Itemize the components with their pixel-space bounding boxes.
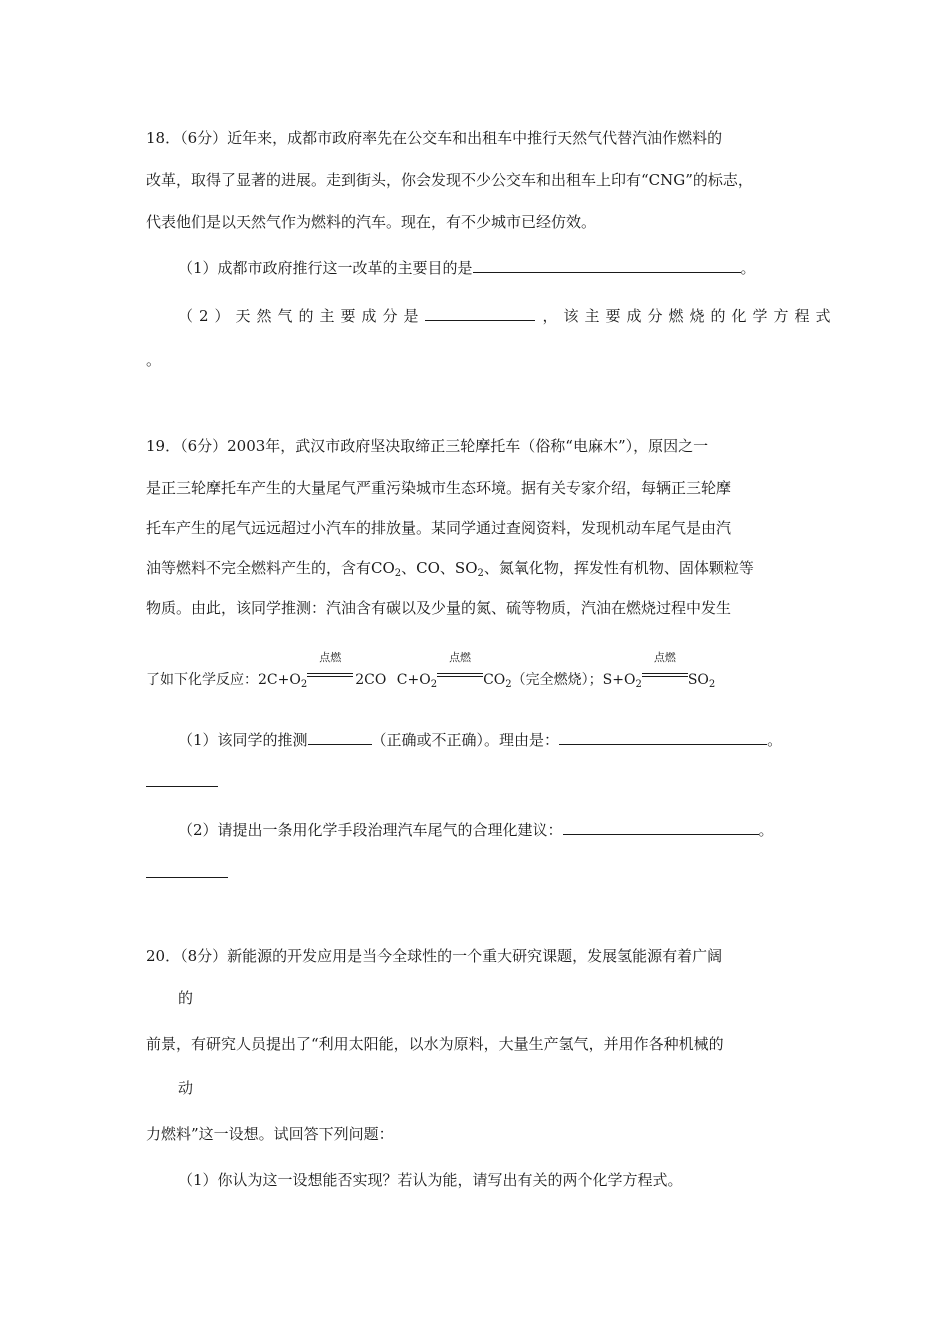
equals-bars (437, 673, 483, 677)
q19-reactions (146, 651, 716, 690)
reaction2-reactants: C+O (396, 672, 431, 688)
reaction3-condition-arrow (642, 651, 688, 684)
reaction2-note: （完全燃烧）； (511, 672, 603, 688)
q19-part1-text: （1）该同学的推测 (178, 731, 308, 749)
q20-line-3: 前景，有研究人员提出了“利用太阳能，以水为原料，大量生产氢气，并用作各种机械的 (146, 1035, 724, 1053)
subscript-2: 2 (394, 568, 402, 579)
q19-part1-end: 。 (767, 731, 783, 749)
q19-part1-mid: （正确或不正确）。理由是： (371, 731, 560, 749)
q19-line-4c: 、氮氧化物，挥发性有机物、固体颗粒等 (483, 559, 754, 577)
q19-part2-continuation-blank[interactable] (146, 877, 228, 878)
q19-part1-reason-blank[interactable] (559, 730, 767, 745)
q19-line-1: 19．（6分）2003年，武汉市政府坚决取缔正三轮摩托车（俗称“电麻木”），原因之一 (146, 437, 709, 455)
reaction2-products: CO (483, 672, 506, 688)
reaction1-reactants: 2C+O (258, 672, 301, 688)
q20-line-5: 力燃料”这一设想。试回答下列问题： (146, 1125, 394, 1143)
q19-line-4a: 油等燃料不完全燃料产生的，含有CO (146, 559, 395, 577)
q18-part1-answer-blank[interactable] (473, 258, 741, 273)
q18-line-2: 改革，取得了显著的进展。走到街头，你会发现不少公交车和出租车上印有“CNG”的标志， (146, 171, 753, 189)
reaction1-products: 2CO (355, 672, 387, 688)
q19-line-4b: 、CO、SO (401, 559, 478, 577)
q18-part1-end: 。 (740, 259, 756, 277)
subscript-2: 2 (477, 568, 484, 579)
subscript-2: 2 (505, 679, 512, 690)
q20-line-1: 20．（8分）新能源的开发应用是当今全球性的一个重大研究课题，发展氢能源有着广阔 (146, 947, 723, 965)
subscript-2: 2 (708, 679, 716, 690)
q19-part1-correct-blank[interactable] (308, 730, 372, 745)
q19-part2 (178, 820, 774, 840)
q18-part2-answer-blank[interactable] (425, 306, 535, 321)
reaction3-products: SO (687, 672, 709, 688)
reaction-lead: 了如下化学反应： (146, 672, 258, 688)
q18-line-3: 代表他们是以天然气作为燃料的汽车。现在，有不少城市已经仿效。 (146, 213, 597, 231)
subscript-2: 2 (300, 679, 308, 690)
q18-part2 (178, 306, 837, 326)
q18-part2-end: 。 (146, 351, 162, 369)
reaction3-reactants: S+O (602, 672, 636, 688)
q19-part2-answer-blank[interactable] (563, 820, 759, 835)
condition-label: 点燃 (449, 651, 472, 664)
subscript-2: 2 (430, 679, 438, 690)
condition-label: 点燃 (319, 651, 342, 664)
q19-line-5: 物质。由此，该同学推测：汽油含有碳以及少量的氮、硫等物质，汽油在燃烧过程中发生 (146, 599, 732, 617)
q20-part1: （1）你认为这一设想能否实现？若认为能，请写出有关的两个化学方程式。 (178, 1171, 683, 1189)
q18-part1 (178, 258, 756, 278)
q19-part2-end: 。 (758, 821, 774, 839)
q19-line-3: 托车产生的尾气远远超过小汽车的排放量。某同学通过查阅资料，发现机动车尾气是由汽 (146, 519, 732, 537)
q20-line-4: 动 (178, 1079, 194, 1097)
reaction1-condition-arrow (307, 651, 353, 684)
q19-part1-continuation-blank[interactable] (146, 786, 218, 787)
q20-line-2: 的 (178, 989, 194, 1007)
q18-part2-mid: ，该主要成分燃烧的化学方程式 (542, 307, 837, 325)
condition-label: 点燃 (653, 651, 676, 664)
q19-part2-text: （2）请提出一条用化学手段治理汽车尾气的合理化建议： (178, 821, 563, 839)
subscript-2: 2 (635, 679, 642, 690)
q18-part1-text: （1）成都市政府推行这一改革的主要目的是 (178, 259, 473, 277)
q18-line-1: 18．（6分）近年来，成都市政府率先在公交车和出租车中推行天然气代替汽油作燃料的 (146, 129, 723, 147)
q19-line-2: 是正三轮摩托车产生的大量尾气严重污染城市生态环境。据有关专家介绍，每辆正三轮摩 (146, 479, 732, 497)
q19-line-4 (146, 558, 754, 578)
q19-part1 (178, 730, 782, 750)
equals-bars (307, 673, 353, 677)
q18-part2-text: （2）天然气的主要成分是 (178, 307, 425, 325)
reaction2-condition-arrow (437, 651, 483, 684)
equals-bars (642, 673, 688, 677)
